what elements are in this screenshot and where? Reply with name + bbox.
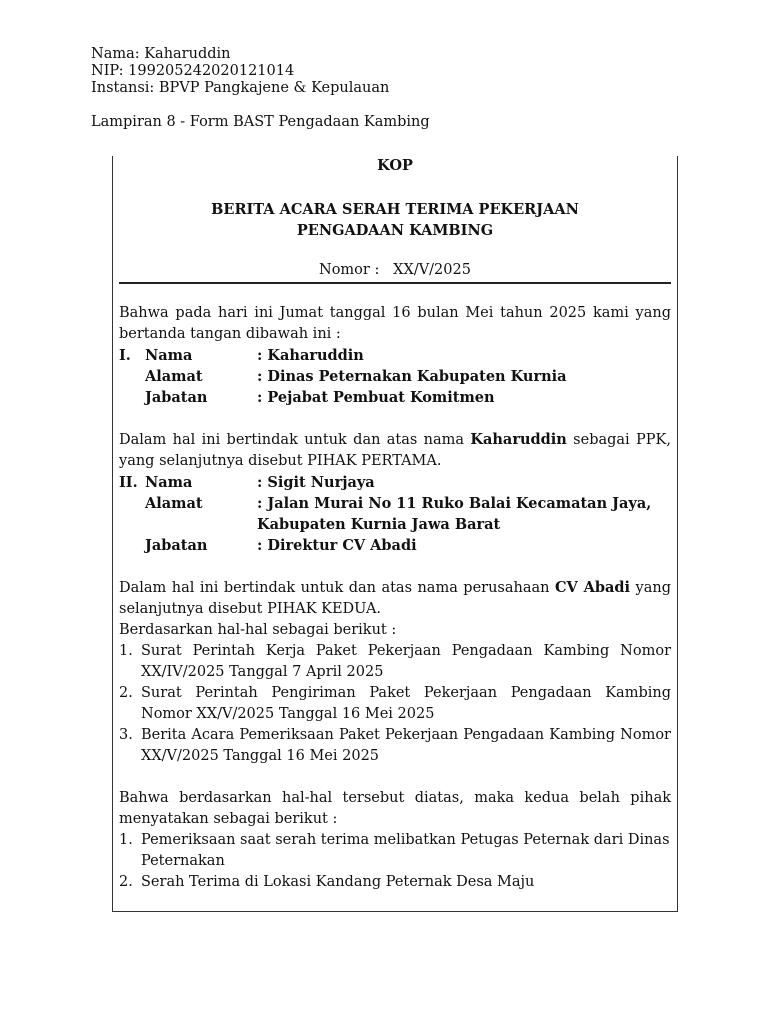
list-item-text: Surat Perintah Kerja Paket Pekerjaan Pengadaan Kambing Nomor XX/IV/2025 Tanggal 7 April 2025 <box>141 643 671 680</box>
list-item <box>119 830 671 872</box>
party-two-value: : Jalan Murai No 11 Ruko Balai Kecamatan Jaya, Kabupaten Kurnia Jawa Barat <box>257 495 652 533</box>
agreement-intro: Bahwa berdasarkan hal-hal tersebut diatas, maka kedua belah pihak menyatakan sebagai berikut : <box>119 790 671 827</box>
kop-heading: KOP <box>377 157 413 174</box>
list-item-text: Pemeriksaan saat serah terima melibatkan Petugas Peternak dari Dinas Peternakan <box>141 832 670 869</box>
party-one-statement-role: sebagai PPK, yang selanjutnya disebut PIHAK PERTAMA. <box>119 432 671 469</box>
author-nip: NIP: 199205242020121014 <box>91 63 295 79</box>
author-institution: Instansi: BPVP Pangkajene & Kepulauan <box>91 80 390 96</box>
party-two-label: Jabatan <box>145 537 208 554</box>
list-item-number: 2. <box>119 874 133 890</box>
party-two-value: : Direktur CV Abadi <box>257 537 417 554</box>
attachment-title: Lampiran 8 - Form BAST Pengadaan Kambing <box>91 114 430 130</box>
author-info <box>91 46 389 97</box>
author-name: Nama: Kaharuddin <box>91 46 231 62</box>
list-item-text: Berita Acara Pemeriksaan Paket Pekerjaan Pengadaan Kambing Nomor XX/V/2025 Tanggal 16 Mei 2025 <box>141 727 671 764</box>
header-divider <box>119 282 671 284</box>
document-title <box>119 199 671 241</box>
party-two-statement-company: CV Abadi <box>554 579 631 596</box>
party-one-statement-name: Kaharuddin <box>470 431 567 448</box>
party-two-label: Nama <box>145 474 193 491</box>
party-one-label: Alamat <box>145 368 203 385</box>
list-item-text: Surat Perintah Pengiriman Paket Pekerjaan Pengadaan Kambing Nomor XX/V/2025 Tanggal 16 Mei 2025 <box>141 685 671 722</box>
bast-document-frame <box>112 156 678 912</box>
agreement-list <box>119 830 671 893</box>
basis-intro: Berdasarkan hal-hal sebagai berikut : <box>119 622 397 638</box>
document-number <box>119 262 671 278</box>
bast-document-body <box>119 156 671 893</box>
party-two-statement-text: Dalam hal ini bertindak untuk dan atas nama perusahaan <box>119 580 555 596</box>
party-one-statement-text: Dalam hal ini bertindak untuk dan atas nama <box>119 432 471 448</box>
party-two-statement-role: yang selanjutnya disebut PIHAK KEDUA. <box>119 580 671 617</box>
party-one-value: : Dinas Peternakan Kabupaten Kurnia <box>257 368 567 385</box>
list-item-number: 2. <box>119 685 133 701</box>
document-number-value: XX/V/2025 <box>393 262 471 278</box>
party-two-table <box>119 472 671 556</box>
party-one-value: : Pejabat Pembuat Komitmen <box>257 389 495 406</box>
list-item <box>119 641 671 683</box>
party-one-table <box>119 345 567 408</box>
list-item <box>119 872 671 893</box>
list-item <box>119 683 671 725</box>
list-item-text: Serah Terima di Lokasi Kandang Peternak Desa Maju <box>141 874 535 890</box>
party-one-statement <box>119 429 671 472</box>
party-one-label: Nama <box>145 347 193 364</box>
party-one-label: Jabatan <box>145 389 208 406</box>
party-two-label: Alamat <box>145 495 203 512</box>
party-two-value: : Sigit Nurjaya <box>257 474 375 491</box>
document-title-line2: PENGADAAN KAMBING <box>296 222 494 239</box>
intro-paragraph: Bahwa pada hari ini Jumat tanggal 16 bulan Mei tahun 2025 kami yang bertanda tangan dibawah ini : <box>119 305 671 342</box>
list-item-number: 1. <box>119 832 133 848</box>
party-one-value: : Kaharuddin <box>257 347 364 364</box>
basis-list <box>119 641 671 767</box>
document-number-label: Nomor : <box>319 262 380 278</box>
party-one-number: I. <box>119 347 131 364</box>
list-item-number: 3. <box>119 727 133 743</box>
list-item-number: 1. <box>119 643 133 659</box>
party-two-statement <box>119 577 671 620</box>
party-two-number: II. <box>119 474 138 491</box>
list-item <box>119 725 671 767</box>
document-title-line1: BERITA ACARA SERAH TERIMA PEKERJAAN <box>211 201 579 218</box>
